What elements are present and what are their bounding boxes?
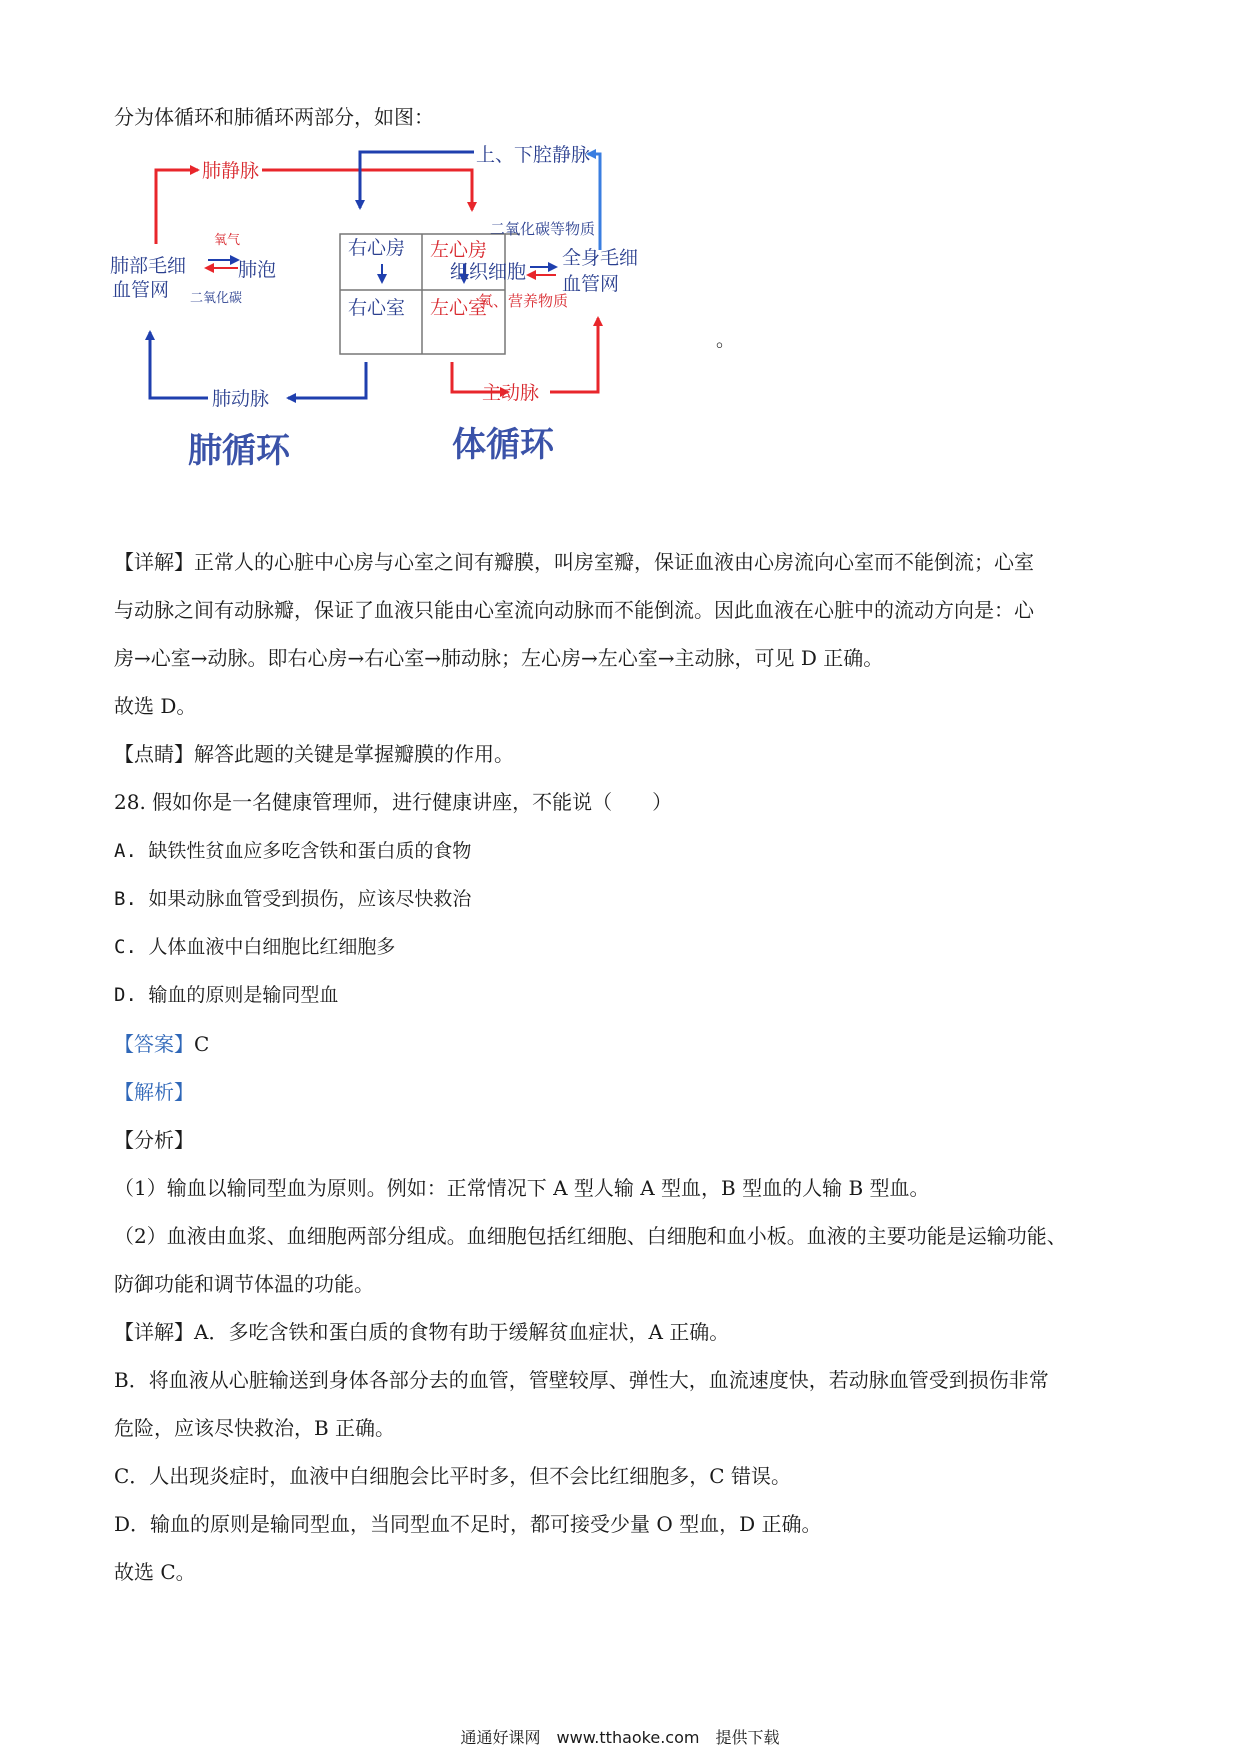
choose-1: 故选 D。 — [114, 694, 197, 718]
question-stem: 28. 假如你是一名健康管理师，进行健康讲座，不能说（ ） — [114, 790, 673, 814]
body-capillary-label-2: 血管网 — [562, 273, 620, 295]
vena-cava-to-right-atrium — [360, 152, 474, 208]
intro-text: 分为体循环和肺循环两部分，如图： — [114, 105, 434, 129]
option-d: D. 输血的原则是输同型血 — [114, 984, 339, 1006]
detail-1-line-2: 与动脉之间有动脉瓣，保证了血液只能由心室流向动脉而不能倒流。因此血液在心脏中的流动方向是：心 — [114, 598, 1034, 622]
left-ventricle-label: 左心室 — [430, 297, 488, 319]
oxygen-label: 氧气 — [214, 233, 241, 248]
detail-2-c: C．人出现炎症时，血液中白细胞会比平时多，但不会比红细胞多，C 错误。 — [114, 1464, 791, 1488]
option-a: A. 缺铁性贫血应多吃含铁和蛋白质的食物 — [114, 840, 472, 862]
detail-2-b-line-1: B．将血液从心脏输送到身体各部分去的血管，管壁较厚、弹性大，血流速度快，若动脉血管受到损伤非常 — [114, 1368, 1049, 1392]
left-atrium-label: 左心房 — [430, 239, 488, 261]
detail-2-d: D．输血的原则是输同型血，当同型血不足时，都可接受少量 O 型血，D 正确。 — [114, 1512, 822, 1536]
pulmonary-vein-label: 肺静脉 — [202, 160, 260, 182]
pulmonary-artery-label: 肺动脉 — [212, 388, 270, 410]
analysis-tag: 【解析】 — [114, 1080, 194, 1104]
pulmonary-vein-to-left-atrium — [262, 170, 472, 210]
pulmonary-vein-path — [156, 170, 198, 244]
detail-2-tag: 【详解】 — [114, 1320, 194, 1344]
trailing-period: 。 — [716, 329, 736, 351]
choose-2: 故选 C。 — [114, 1560, 196, 1584]
oxygen-nutrients-label: 氧、营养物质 — [478, 292, 569, 310]
tip-text: 解答此题的关键是掌握瓣膜的作用。 — [194, 742, 514, 766]
analysis-p1: （1）输血以输同型血为原则。例如：正常情况下 A 型人输 A 型血，B 型血的人输 B 型血。 — [114, 1176, 930, 1200]
footer-source: 通通好课网 www.tthaoke.com 提供下载 — [460, 1728, 780, 1747]
systemic-circulation-label: 体循环 — [452, 425, 554, 465]
option-b: B. 如果动脉血管受到损伤，应该尽快救治 — [114, 888, 472, 910]
vena-cava-label: 上、下腔静脉 — [476, 144, 591, 166]
answer-tag: 【答案】 — [114, 1032, 194, 1056]
detail-1-text-1: 正常人的心脏中心房与心室之间有瓣膜，叫房室瓣，保证血液由心房流向心室而不能倒流；心室 — [194, 550, 1034, 574]
alveoli-label: 肺泡 — [238, 259, 277, 281]
lung-capillary-label-1: 肺部毛细 — [110, 255, 187, 277]
detail-2-b-line-2: 危险，应该尽快救治，B 正确。 — [114, 1416, 396, 1440]
tip-line — [114, 740, 1134, 768]
right-atrium-label: 右心房 — [348, 237, 406, 259]
pulmonary-artery-to-lung — [150, 332, 208, 398]
detail-1-line-3: 房→心室→动脉。即右心房→右心室→肺动脉；左心房→左心室→主动脉，可见 D 正确。 — [114, 646, 884, 670]
body-capillary-label-1: 全身毛细 — [562, 247, 639, 269]
detail-2-a-line — [114, 1318, 1134, 1346]
co2-etc-label: 二氧化碳等物质 — [490, 220, 596, 238]
blood-circulation-diagram — [110, 144, 736, 530]
answer-line — [114, 1030, 1134, 1058]
detail-1-tag: 【详解】 — [114, 550, 194, 574]
right-ventricle-label: 右心室 — [348, 297, 406, 319]
pulmonary-circulation-label: 肺循环 — [188, 431, 290, 471]
co2-label: 二氧化碳 — [190, 291, 243, 306]
analysis-p2-line-1: （2）血液由血浆、血细胞两部分组成。血细胞包括红细胞、白细胞和血小板。血液的主要功能是运输功能、 — [114, 1224, 1067, 1248]
fenxi-tag: 【分析】 — [114, 1128, 194, 1152]
answer-value: C — [194, 1032, 210, 1056]
tip-tag: 【点睛】 — [114, 742, 194, 766]
analysis-p2-line-2: 防御功能和调节体温的功能。 — [114, 1272, 374, 1296]
lung-capillary-label-2: 血管网 — [112, 279, 170, 301]
detail-1-line-1 — [114, 548, 1134, 576]
pulmonary-artery-path — [288, 362, 366, 398]
aorta-label: 主动脉 — [482, 382, 540, 404]
detail-2-a: A．多吃含铁和蛋白质的食物有助于缓解贫血症状，A 正确。 — [194, 1320, 730, 1344]
tissue-cells-label: 组织细胞 — [450, 261, 527, 283]
aorta-to-body — [550, 318, 598, 392]
option-c: C. 人体血液中白细胞比红细胞多 — [114, 936, 396, 958]
